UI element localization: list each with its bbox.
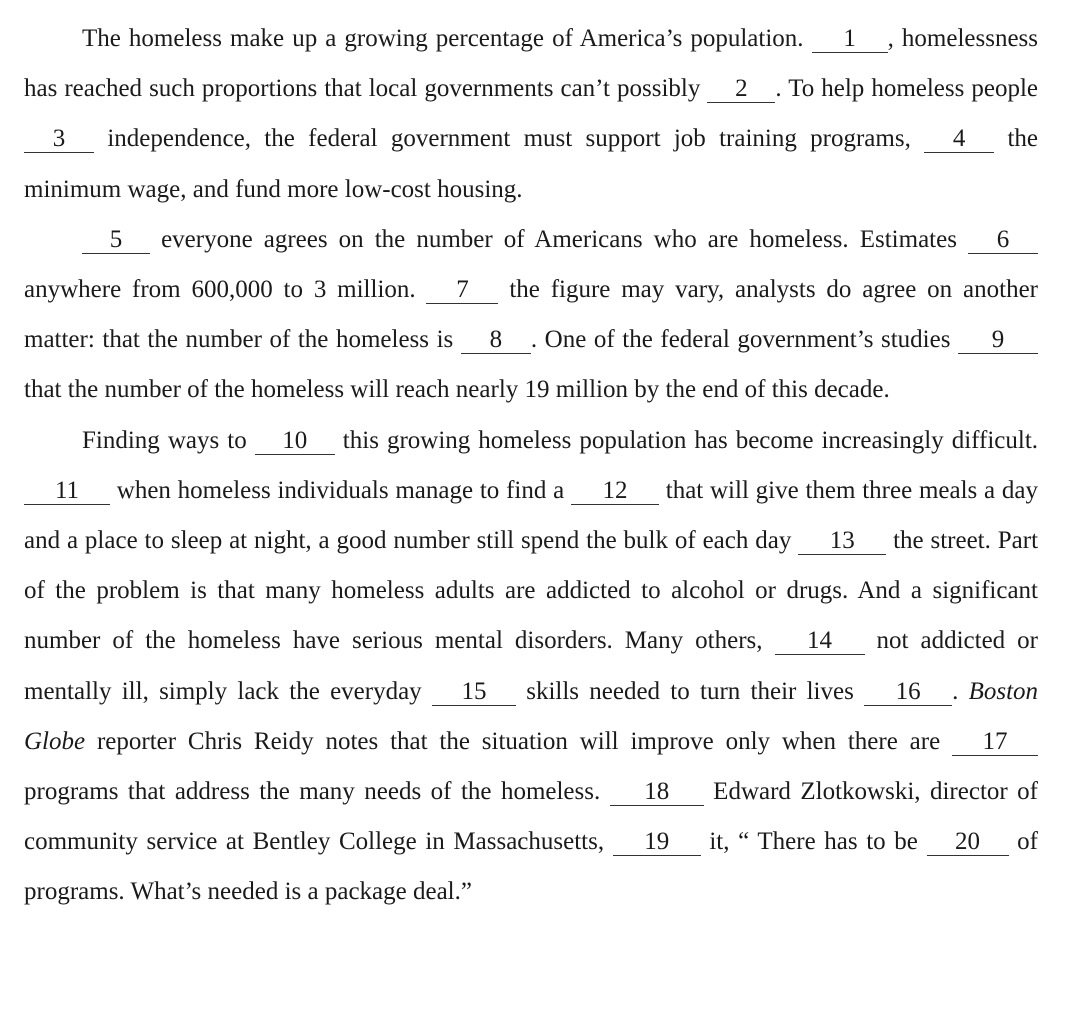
text-run: not addicted or mentally ill, simply lack the everyday — [24, 627, 1039, 705]
text-run: the minimum wage, and fund more low-cost housing. — [24, 125, 1038, 203]
blank-13: 13 — [798, 528, 886, 555]
text-run: , homelessness has reached such proportions that local governments can’t possibly — [24, 25, 1039, 103]
text-run: this growing homeless population has become increasingly difficult. — [342, 426, 1039, 454]
text-run: when homeless individuals manage to find a — [116, 476, 565, 504]
blank-11: 11 — [24, 478, 110, 505]
text-run: the street. Part of the problem is that many homeless adults are addicted to alcohol or drugs. And a significant number of the homeless have serious mental disorders. Many others, — [24, 527, 1039, 655]
blank-7: 7 — [426, 277, 498, 304]
text-run: programs that address the many needs of the homeless. — [24, 778, 601, 806]
blank-16: 16 — [864, 679, 952, 706]
text-run: The homeless make up a growing percentage of America’s population. — [82, 25, 804, 52]
text-run: skills needed to turn their lives — [526, 677, 854, 705]
text-run: that will give them three meals a day and a place to sleep at night, a good number still spend the bulk of each day — [24, 476, 1038, 555]
text-run: independence, the federal government must support job training programs, — [107, 125, 911, 153]
text-run: reporter Chris Reidy notes that the situation will improve only when there are — [96, 727, 941, 755]
blank-2: 2 — [707, 76, 775, 103]
text-run: . — [952, 677, 959, 705]
blank-5: 5 — [82, 227, 150, 254]
text-run: it, “ There has to be — [709, 828, 918, 856]
text-run: anywhere from 600,000 to 3 million. — [24, 276, 416, 304]
text-run: . One of the federal government’s studies — [530, 326, 951, 354]
blank-6: 6 — [968, 227, 1038, 254]
blank-1: 1 — [812, 26, 888, 53]
blank-10: 10 — [255, 428, 335, 455]
text-run: of programs. What’s needed is a package deal.” — [24, 828, 1038, 906]
text-run: everyone agrees on the number of Americans who are homeless. Estimates — [161, 225, 957, 253]
blank-9: 9 — [958, 327, 1038, 354]
text-run: . To help homeless people — [775, 75, 1039, 103]
paragraph-1 — [24, 14, 1038, 215]
blank-19: 19 — [613, 829, 701, 856]
blank-8: 8 — [461, 327, 531, 354]
text-run: Edward Zlotkowski, director of community service at Bentley College in Massachusetts, — [24, 778, 1039, 856]
blank-3: 3 — [24, 126, 94, 153]
blank-12: 12 — [571, 478, 659, 505]
blank-18: 18 — [610, 779, 704, 806]
blank-14: 14 — [775, 628, 865, 655]
text-run: Finding ways to — [82, 426, 247, 454]
blank-15: 15 — [432, 679, 516, 706]
blank-17: 17 — [952, 729, 1038, 756]
text-run: the figure may vary, analysts do agree on another matter: that the number of the homeless is — [24, 276, 1038, 354]
text-run: that the number of the homeless will reach nearly 19 million by the end of this decade. — [24, 376, 890, 404]
paragraph-2 — [24, 215, 1038, 416]
paragraph-3 — [24, 416, 1038, 918]
blank-4: 4 — [924, 126, 994, 153]
blank-20: 20 — [927, 829, 1009, 856]
publication-name: Boston Globe — [24, 677, 1039, 755]
